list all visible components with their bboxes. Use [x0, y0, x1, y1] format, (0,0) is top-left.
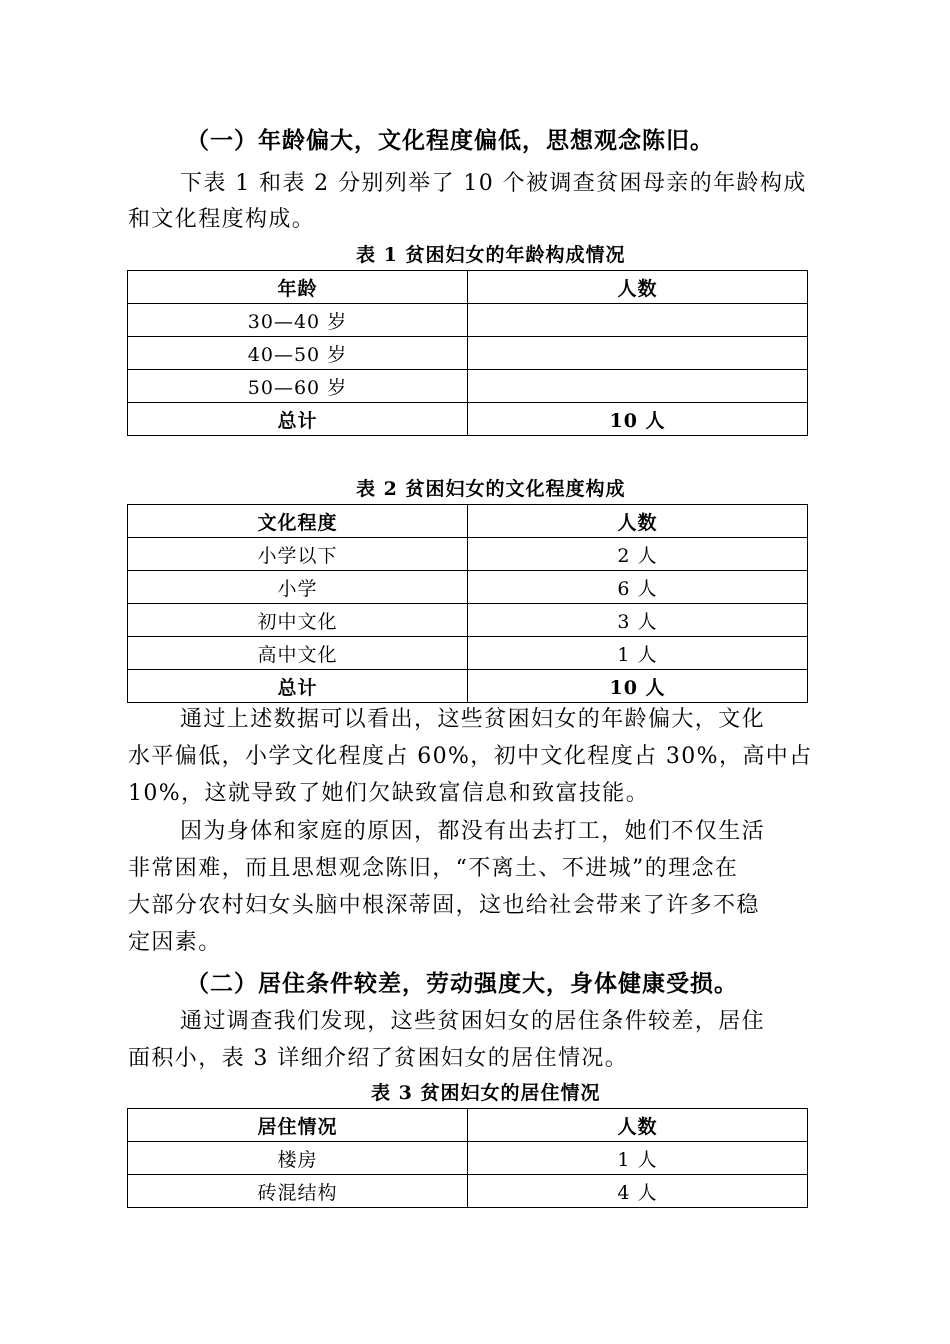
table1-caption: 表 1 贫困妇女的年龄构成情况	[356, 244, 626, 266]
table1-cell-age: 50—60 岁	[128, 370, 468, 403]
table2-header-education: 文化程度	[128, 505, 468, 538]
section2-heading: （二）居住条件较差，劳动强度大，身体健康受损。	[186, 970, 738, 997]
table2-total-row	[128, 670, 808, 703]
table-row	[128, 1175, 808, 1208]
table3-header-housing: 居住情况	[128, 1109, 468, 1142]
table1-header-count: 人数	[468, 271, 808, 304]
table3-cell-count: 4 人	[468, 1175, 808, 1208]
table3-cell-count: 1 人	[468, 1142, 808, 1175]
analysis-line-2: 水平偏低，小学文化程度占 60%，初中文化程度占 30%，高中占	[128, 744, 813, 769]
table1-age-composition	[127, 270, 808, 436]
table-row	[128, 370, 808, 403]
table2-total-label: 总计	[128, 670, 468, 703]
section1-heading: （一）年龄偏大，文化程度偏低，思想观念陈旧。	[186, 127, 714, 154]
table-row	[128, 637, 808, 670]
table1-header-row	[128, 271, 808, 304]
table2-cell-education: 小学	[128, 571, 468, 604]
reason-line-1: 因为身体和家庭的原因，都没有出去打工，她们不仅生活	[180, 819, 766, 844]
table-row	[128, 538, 808, 571]
table1-cell-count	[468, 370, 808, 403]
section2-intro-line-1: 通过调查我们发现，这些贫困妇女的居住条件较差，居住	[180, 1009, 766, 1034]
table2-cell-education: 初中文化	[128, 604, 468, 637]
table3-header-row	[128, 1109, 808, 1142]
table1-cell-age: 30—40 岁	[128, 304, 468, 337]
reason-line-3: 大部分农村妇女头脑中根深蒂固，这也给社会带来了许多不稳	[128, 893, 760, 918]
analysis-line-1: 通过上述数据可以看出，这些贫困妇女的年龄偏大，文化	[180, 707, 766, 732]
table2-education-composition	[127, 504, 808, 703]
table2-header-row	[128, 505, 808, 538]
table-row	[128, 1142, 808, 1175]
table2-cell-count: 3 人	[468, 604, 808, 637]
table-row	[128, 604, 808, 637]
table3-caption: 表 3 贫困妇女的居住情况	[371, 1082, 601, 1104]
table3-cell-housing: 楼房	[128, 1142, 468, 1175]
table2-cell-count: 2 人	[468, 538, 808, 571]
table2-cell-education: 小学以下	[128, 538, 468, 571]
table1-cell-count	[468, 304, 808, 337]
table-row	[128, 337, 808, 370]
table-row	[128, 571, 808, 604]
reason-line-2: 非常困难，而且思想观念陈旧，“不离土、不进城”的理念在	[128, 856, 739, 881]
section2-intro-line-2: 面积小，表 3 详细介绍了贫困妇女的居住情况。	[128, 1046, 629, 1071]
analysis-line-3: 10%，这就导致了她们欠缺致富信息和致富技能。	[128, 781, 650, 806]
table1-header-age: 年龄	[128, 271, 468, 304]
table2-cell-count: 6 人	[468, 571, 808, 604]
table3-cell-housing: 砖混结构	[128, 1175, 468, 1208]
table-row	[128, 304, 808, 337]
table1-total-row	[128, 403, 808, 436]
section1-intro-line-2: 和文化程度构成。	[128, 207, 316, 232]
table2-cell-count: 1 人	[468, 637, 808, 670]
table2-caption: 表 2 贫困妇女的文化程度构成	[356, 478, 626, 500]
table2-header-count: 人数	[468, 505, 808, 538]
table3-housing	[127, 1108, 808, 1208]
table1-cell-count	[468, 337, 808, 370]
table1-total-value: 10 人	[468, 403, 808, 436]
table2-total-value: 10 人	[468, 670, 808, 703]
section1-intro-line-1: 下表 1 和表 2 分别列举了 10 个被调查贫困母亲的年龄构成	[180, 171, 807, 196]
table2-cell-education: 高中文化	[128, 637, 468, 670]
reason-line-4: 定因素。	[128, 930, 222, 955]
table1-total-label: 总计	[128, 403, 468, 436]
table1-cell-age: 40—50 岁	[128, 337, 468, 370]
table3-header-count: 人数	[468, 1109, 808, 1142]
